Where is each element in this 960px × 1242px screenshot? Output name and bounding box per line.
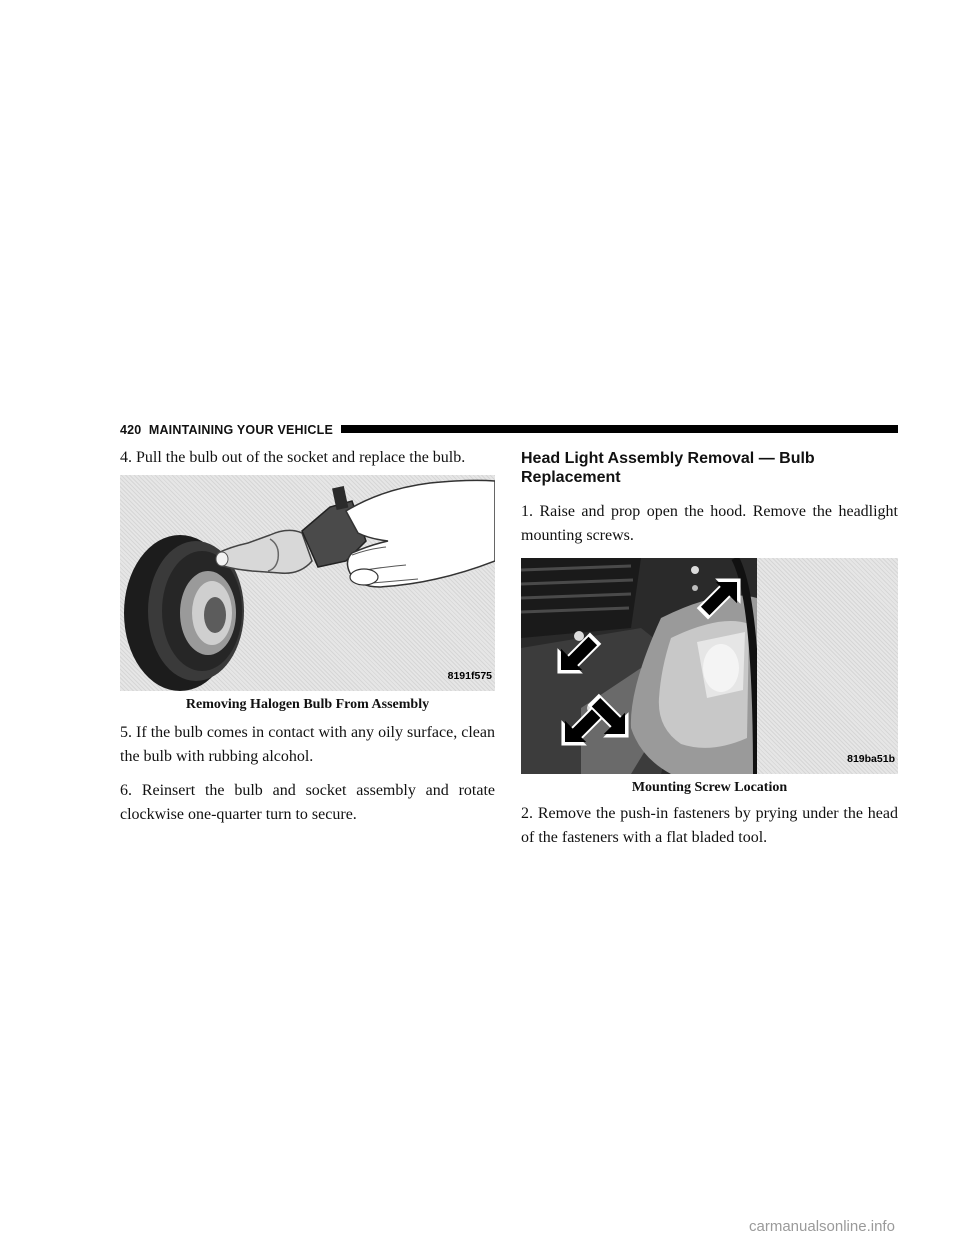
step-2: 2. Remove the push-in fasteners by prying under the head of the fasteners with a flat bladed tool. — [521, 805, 898, 846]
bulb-illustration — [120, 475, 495, 691]
left-column — [120, 446, 495, 827]
pointer-arrows — [521, 558, 757, 774]
arrow-top-right — [691, 566, 753, 628]
watermark-link[interactable]: carmanualsonline.info — [749, 1218, 895, 1235]
step-6: 6. Reinsert the bulb and socket assembly and rotate clockwise one-quarter turn to secure. — [120, 782, 495, 823]
header-label — [120, 423, 341, 437]
step-1: 1. Raise and prop open the hood. Remove the headlight mounting screws. — [521, 503, 898, 544]
figure-code: 8191f575 — [447, 670, 492, 682]
headlight-figure — [521, 558, 898, 774]
arrow-upper-left — [545, 624, 607, 686]
step-4: 4. Pull the bulb out of the socket and replace the bulb. — [120, 449, 466, 466]
figure-caption: Removing Halogen Bulb From Assembly — [185, 697, 430, 712]
figure-code: 819ba51b — [847, 753, 895, 765]
section-title: MAINTAINING YOUR VEHICLE — [148, 423, 334, 437]
page-number: 420 — [120, 423, 142, 437]
page-header — [120, 420, 898, 440]
right-column — [521, 446, 898, 850]
hand — [346, 480, 495, 587]
header-rule — [340, 425, 898, 433]
bulb-figure — [120, 475, 495, 691]
figure-caption: Mounting Screw Location — [631, 780, 788, 795]
halogen-bulb — [216, 486, 366, 573]
step-5: 5. If the bulb comes in contact with any oily surface, clean the bulb with rubbing alcohol. — [120, 724, 495, 765]
section-heading: Head Light Assembly Removal — Bulb Replacement — [521, 450, 815, 486]
